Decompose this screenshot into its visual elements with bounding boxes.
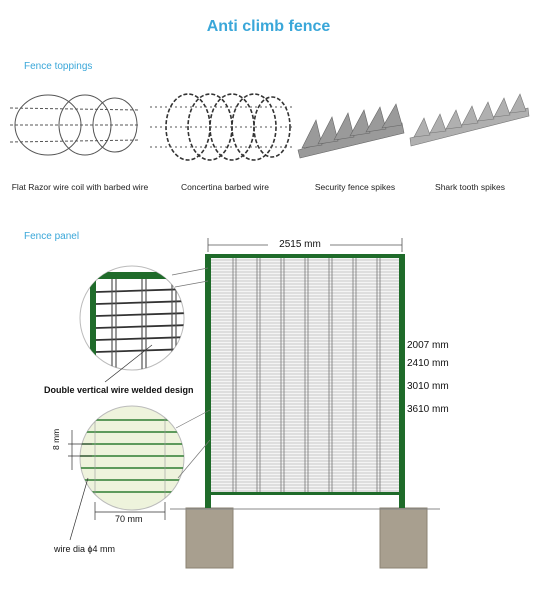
fence-post-left (205, 254, 211, 508)
mesh-gap-label: 8 mm (51, 428, 61, 450)
panel-height-3610: 3610 mm (407, 404, 449, 415)
caption-razor-wire: Flat Razor wire coil with barbed wire (11, 182, 149, 192)
razor-wire-coil-icon (10, 95, 140, 155)
caption-shark-tooth: Shark tooth spikes (435, 182, 505, 192)
panel-height-3010: 3010 mm (407, 381, 449, 392)
wire-dia-label: wire dia ϕ4 mm (54, 544, 116, 554)
section-fence-panel: Fence panel (24, 231, 80, 242)
weld-callout: Double vertical wire welded design (44, 385, 194, 395)
page-title: Anti climb fence (206, 18, 331, 35)
fence-spikes-icon (298, 104, 404, 158)
panel-height-2007: 2007 mm (407, 340, 449, 351)
concrete-footing-right (380, 508, 427, 568)
mesh-width-label: 70 mm (115, 514, 143, 524)
fence-post-right (399, 254, 405, 508)
weld-detail-zoom (80, 266, 208, 382)
panel-width-label: 2515 mm (279, 239, 321, 250)
caption-fence-spikes: Security fence spikes (314, 182, 396, 192)
panel-height-2410: 2410 mm (407, 358, 449, 369)
shark-tooth-spikes-icon (410, 94, 529, 146)
caption-concertina: Concertina barbed wire (181, 182, 269, 192)
section-fence-toppings: Fence toppings (24, 61, 93, 72)
concrete-footing-left (186, 508, 233, 568)
mesh-panel (210, 258, 400, 494)
